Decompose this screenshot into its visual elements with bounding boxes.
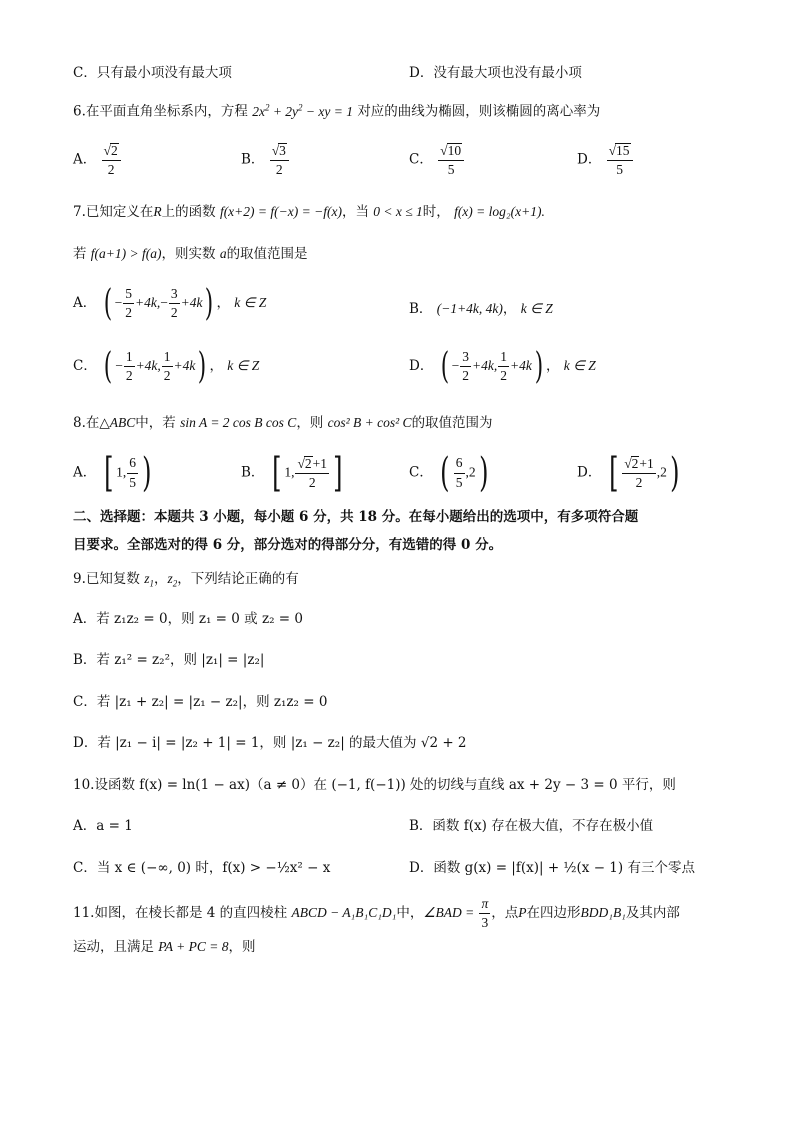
q11-three: 3 bbox=[481, 915, 489, 931]
option-label: C． bbox=[409, 151, 433, 168]
q9-option-c: C．若 |z₁ + z₂| = |z₁ − z₂|，则 z₁z₂ = 0 bbox=[73, 694, 328, 710]
q7-a-term1: +4k, bbox=[134, 295, 161, 310]
q7-option-c: C． ( − $\frac{1}{2}$ +4k, $\frac{1}{2}$ +4k) ， k ∈ Z bbox=[73, 346, 260, 387]
option-label: A． bbox=[73, 295, 97, 311]
q6-c-den: 5 bbox=[447, 162, 455, 178]
q7-line2c: 的取值范围是 bbox=[226, 246, 308, 262]
q7-definition: f(x) = log₂(x+1). bbox=[454, 204, 545, 219]
q11-prefix: 11.如图，在棱长都是 4 的直四棱柱 bbox=[73, 905, 288, 922]
q8-condition: sin A = 2 cos B cos C bbox=[180, 415, 297, 430]
q7-a-kz: k ∈ Z bbox=[234, 295, 267, 310]
q9-option-a: A．若 z₁z₂ = 0，则 z₁ = 0 或 z₂ = 0 bbox=[73, 611, 303, 627]
option-label: C． bbox=[409, 464, 433, 481]
q7-option-a: A． ( − $\frac{5}{2}$ +4k,− $\frac{3}{2}$ +4k) ， k ∈ Z bbox=[73, 283, 267, 324]
q9-prefix: 9.已知复数 bbox=[73, 571, 140, 587]
frac-num: 1 bbox=[124, 350, 135, 367]
q6-option-a: A． $\frac{√2}{2}$ bbox=[73, 143, 122, 177]
q7-b-interval: (−1+4k, 4k) bbox=[436, 301, 503, 316]
option-label: B． bbox=[241, 151, 265, 168]
frac-num: 3 bbox=[169, 287, 180, 304]
q7-stem-line2 bbox=[73, 247, 308, 262]
q8-expression: cos² B + cos² C bbox=[327, 415, 412, 430]
q6-a-den: 2 bbox=[107, 162, 115, 178]
q9-stem: 9.已知复数 $z_1$，$z_2$，下列结论正确的有 bbox=[73, 571, 299, 589]
q8-stem bbox=[73, 416, 493, 431]
q11-line2a: 运动，且满足 bbox=[73, 939, 154, 955]
q7-b-kz: k ∈ Z bbox=[520, 301, 553, 316]
q11-stem-line1 bbox=[73, 897, 680, 930]
q11-mid4: 及其内部 bbox=[625, 905, 680, 922]
option-label: B． bbox=[409, 301, 433, 317]
q7-mid3: 时， bbox=[422, 204, 450, 220]
q6-c-num: 10 bbox=[447, 143, 462, 158]
q7-option-d: D． ( − $\frac{3}{2}$ +4k, $\frac{1}{2}$ +4k) ， k ∈ Z bbox=[409, 346, 596, 387]
q6-option-d: D． $\frac{√15}{5}$ bbox=[577, 143, 634, 177]
q8-option-d: D． [ $\frac{√2+1}{2}$ ,2) bbox=[577, 450, 680, 496]
q6-a-num: 2 bbox=[110, 143, 118, 158]
frac-num: 1 bbox=[498, 350, 509, 367]
q8-mid2: ，则 bbox=[296, 415, 324, 431]
q10-stem: 10.设函数 f(x) = ln(1 − ax)（a ≠ 0）在 (−1, f(−1)) 处的切线与直线 ax + 2y − 3 = 0 平行，则 bbox=[73, 777, 676, 793]
q7-line2b: ，则实数 bbox=[161, 246, 216, 262]
q7-c-term2: +4k bbox=[173, 358, 196, 373]
q7-c-term1: +4k, bbox=[135, 358, 161, 373]
q11-mid2: ，点 bbox=[491, 905, 519, 922]
q7-mid1: 上的函数 bbox=[161, 204, 216, 220]
section-2-heading-line1: 二、选择题：本题共 3 小题，每小题 6 分，共 18 分。在每小题给出的选项中，有多项符合题 bbox=[73, 509, 639, 525]
q7-set-r: R bbox=[153, 204, 162, 219]
option-label: D． bbox=[577, 151, 602, 168]
q11-mid: 中， bbox=[396, 905, 424, 922]
q5-option-c: C．只有最小项没有最大项 bbox=[73, 65, 232, 81]
q6-d-num: 15 bbox=[616, 143, 630, 158]
option-label: B． bbox=[241, 464, 265, 481]
q6-equation: $2x^2 + 2y^2$ − xy = 1 bbox=[252, 102, 354, 119]
q6-b-num: 3 bbox=[279, 143, 286, 158]
q11-mid3: 在四边形 bbox=[526, 905, 581, 922]
frac-num: 1 bbox=[162, 350, 173, 367]
q7-condition: f(x+2) = f(−x) = −f(x) bbox=[219, 204, 342, 219]
option-label: A． bbox=[73, 464, 97, 481]
q11-stem-line2 bbox=[73, 940, 256, 955]
q7-a-term2: +4k bbox=[180, 295, 203, 310]
q8-suffix: 的取值范围为 bbox=[411, 415, 493, 431]
q7-d-term1: +4k, bbox=[472, 358, 498, 373]
q10-option-c: C．当 x ∈ (−∞, 0) 时，f(x) > −½x² − x bbox=[73, 860, 331, 876]
q7-variable: a bbox=[219, 246, 227, 261]
q8-triangle: ABC bbox=[109, 415, 136, 430]
q8-option-c: C． ( $\frac{6}{5}$ ,2) bbox=[409, 450, 489, 496]
q8-option-b: B． [ 1, $\frac{√2+1}{2}$ ] bbox=[241, 450, 343, 496]
q11-line2b: ，则 bbox=[228, 939, 256, 955]
q6-prefix: 6.在平面直角坐标系内，方程 bbox=[73, 103, 248, 120]
q6-suffix: 对应的曲线为椭圆，则该椭圆的离心率为 bbox=[357, 103, 601, 120]
q7-prefix: 7.已知定义在 bbox=[73, 204, 154, 220]
q6-d-den: 5 bbox=[616, 162, 623, 178]
frac-num: 5 bbox=[123, 287, 134, 304]
option-label: C． bbox=[73, 358, 97, 374]
q6-option-b: B． $\frac{√3}{2}$ bbox=[241, 143, 290, 177]
q9-option-b: B．若 z₁² = z₂²，则 |z₁| = |z₂| bbox=[73, 652, 265, 668]
q7-stem-line1 bbox=[73, 205, 545, 220]
q7-d-kz: k ∈ Z bbox=[563, 358, 596, 373]
q7-c-kz: k ∈ Z bbox=[227, 358, 260, 373]
q7-mid2: ，当 bbox=[341, 204, 369, 220]
q5-option-d: D．没有最大项也没有最小项 bbox=[409, 65, 582, 81]
q6-b-den: 2 bbox=[275, 162, 283, 178]
q7-d-term2: +4k bbox=[510, 358, 532, 373]
q7-line2a: 若 bbox=[73, 246, 87, 262]
q11-point-p: P bbox=[518, 905, 527, 921]
q6-option-c: C． $\frac{√10}{5}$ bbox=[409, 143, 465, 177]
q7-inequality: f(a+1) > f(a) bbox=[90, 246, 162, 261]
q10-option-d: D．函数 g(x) = |f(x)| + ½(x − 1) 有三个零点 bbox=[409, 860, 695, 876]
q9-suffix: ，下列结论正确的有 bbox=[177, 571, 299, 587]
q7-range: 0 < x ≤ 1 bbox=[373, 204, 423, 219]
frac-num: 3 bbox=[460, 350, 471, 367]
q6-stem bbox=[73, 103, 600, 119]
q8-mid: 中，若 bbox=[135, 415, 176, 431]
q10-option-a: A．a = 1 bbox=[73, 818, 133, 834]
q11-angle: ∠BAD = bbox=[423, 905, 475, 921]
section-2-heading-line2: 目要求。全部选对的得 6 分，部分选对的得部分分，有选错的得 0 分。 bbox=[73, 537, 503, 553]
q11-prism: ABCD − A₁B₁C₁D₁ bbox=[291, 905, 397, 921]
option-label: D． bbox=[577, 464, 602, 481]
q8-prefix: 8.在△ bbox=[73, 415, 110, 431]
q8-option-a: A． [ 1, $\frac{6}{5}$ ) bbox=[73, 450, 152, 496]
option-label: A． bbox=[73, 151, 97, 168]
q11-condition: PA + PC = 8 bbox=[158, 939, 229, 954]
q11-pi: π bbox=[479, 897, 490, 914]
option-label: D． bbox=[409, 358, 434, 374]
q7-option-b: B． (−1+4k, 4k)， k ∈ Z bbox=[409, 301, 553, 317]
q10-option-b: B．函数 f(x) 存在极大值，不存在极小值 bbox=[409, 818, 654, 834]
q9-option-d: D．若 |z₁ − i| = |z₂ + 1| = 1，则 |z₁ − z₂| 的最大值为 √2 + 2 bbox=[73, 735, 467, 751]
q11-quad: BDD₁B₁ bbox=[580, 905, 626, 921]
